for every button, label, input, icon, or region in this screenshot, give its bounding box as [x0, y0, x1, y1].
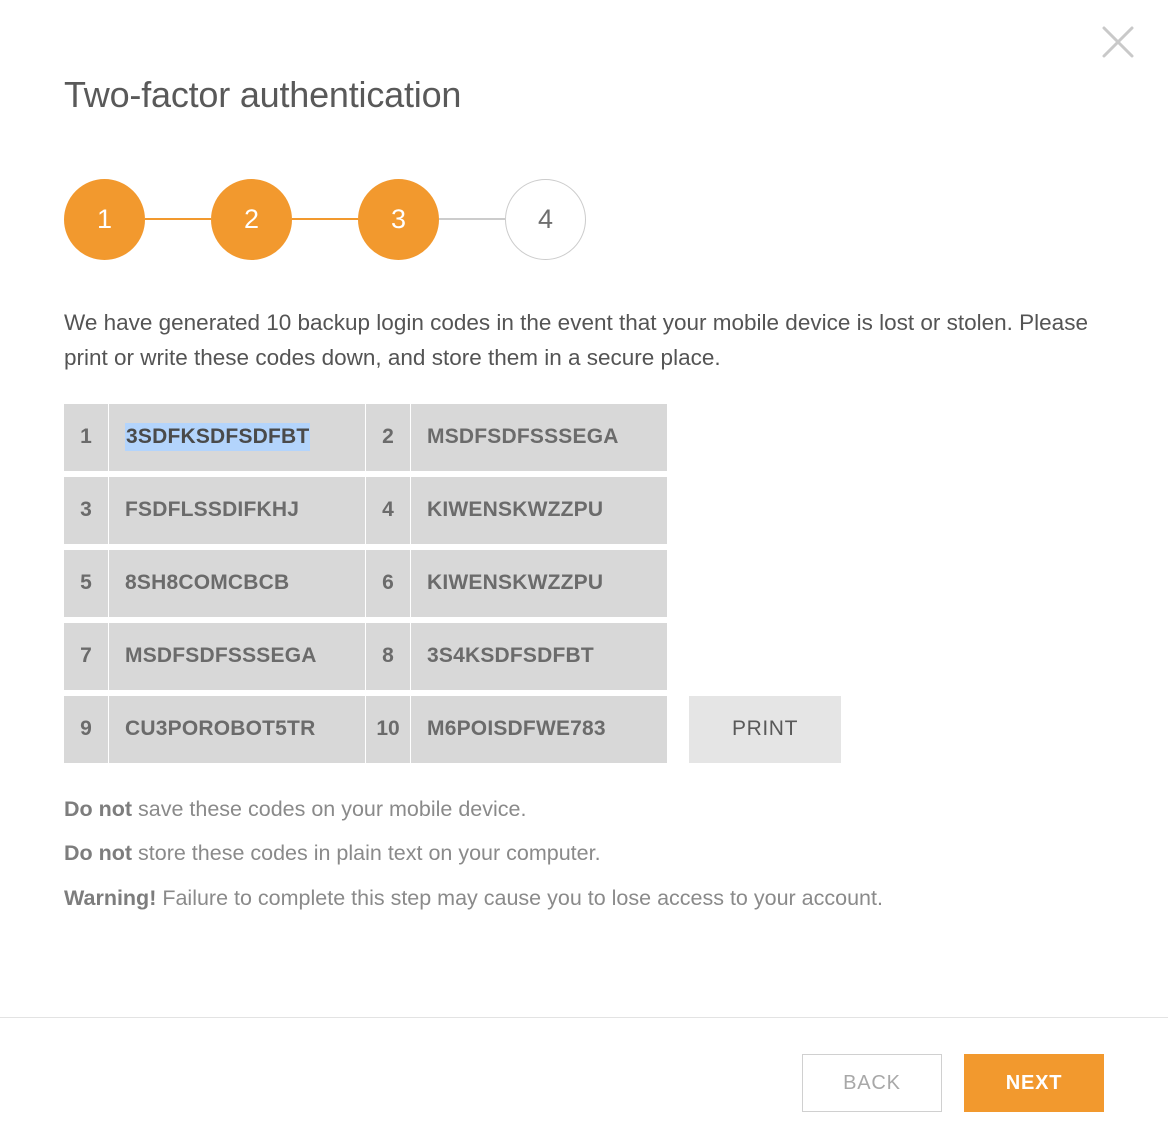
print-button[interactable]: PRINT	[689, 696, 841, 763]
dialog-footer	[0, 1017, 1168, 1148]
code-value-2[interactable]: MSDFSDFSSSEGA	[411, 404, 667, 471]
code-value-4[interactable]: KIWENSKWZZPU	[411, 477, 667, 544]
code-value-3[interactable]: FSDFLSSDIFKHJ	[109, 477, 365, 544]
code-index-1: 1	[64, 404, 108, 471]
step-indicator	[64, 178, 1104, 260]
code-value-10[interactable]: M6POISDFWE783	[411, 696, 667, 763]
print-button-wrap	[689, 696, 841, 763]
note-3-strong: Warning!	[64, 886, 157, 911]
step-connector-1-2	[145, 218, 211, 220]
note-2	[64, 837, 1104, 870]
close-icon[interactable]	[1096, 20, 1140, 64]
code-value-1[interactable]	[109, 404, 365, 471]
step-1-label: 1	[96, 203, 113, 234]
note-3	[64, 882, 1104, 915]
security-notes	[64, 793, 1104, 915]
code-value-9[interactable]: CU3POROBOT5TR	[109, 696, 365, 763]
code-index-8: 8	[366, 623, 410, 690]
code-value-7[interactable]: MSDFSDFSSSEGA	[109, 623, 365, 690]
back-button[interactable]: BACK	[802, 1054, 942, 1112]
step-3-label: 3	[390, 203, 407, 234]
backup-codes-grid	[64, 404, 667, 763]
note-2-strong: Do not	[64, 841, 133, 866]
code-value-8[interactable]: 3S4KSDFSDFBT	[411, 623, 667, 690]
step-3[interactable]	[358, 179, 439, 260]
code-index-2: 2	[366, 404, 410, 471]
code-index-3: 3	[64, 477, 108, 544]
code-index-6: 6	[366, 550, 410, 617]
code-value-6[interactable]: KIWENSKWZZPU	[411, 550, 667, 617]
note-1-text: save these codes on your mobile device.	[132, 796, 527, 821]
note-2-text: store these codes in plain text on your computer.	[132, 841, 601, 866]
note-1	[64, 793, 1104, 826]
step-connector-3-4	[439, 218, 505, 220]
note-1-strong: Do not	[64, 796, 133, 821]
code-value-5[interactable]: 8SH8COMCBCB	[109, 550, 365, 617]
step-connector-2-3	[292, 218, 358, 220]
next-button[interactable]: NEXT	[964, 1054, 1104, 1112]
step-4[interactable]	[505, 179, 586, 260]
step-2[interactable]	[211, 179, 292, 260]
note-3-text: Failure to complete this step may cause you to lose access to your account.	[156, 886, 883, 911]
code-index-4: 4	[366, 477, 410, 544]
code-index-9: 9	[64, 696, 108, 763]
step-4-label: 4	[537, 203, 554, 234]
code-value-1-text: 3SDFKSDFSDFBT	[125, 423, 310, 451]
code-index-5: 5	[64, 550, 108, 617]
code-index-7: 7	[64, 623, 108, 690]
code-index-10: 10	[366, 696, 410, 763]
intro-text: We have generated 10 backup login codes in the event that your mobile device is lost or stolen. Please print or write these codes down, and store them in a secure place.	[64, 310, 1088, 370]
step-2-label: 2	[243, 203, 260, 234]
backup-codes-section	[64, 404, 1104, 763]
page-title: Two-factor authentication	[64, 74, 462, 115]
step-1[interactable]	[64, 179, 145, 260]
